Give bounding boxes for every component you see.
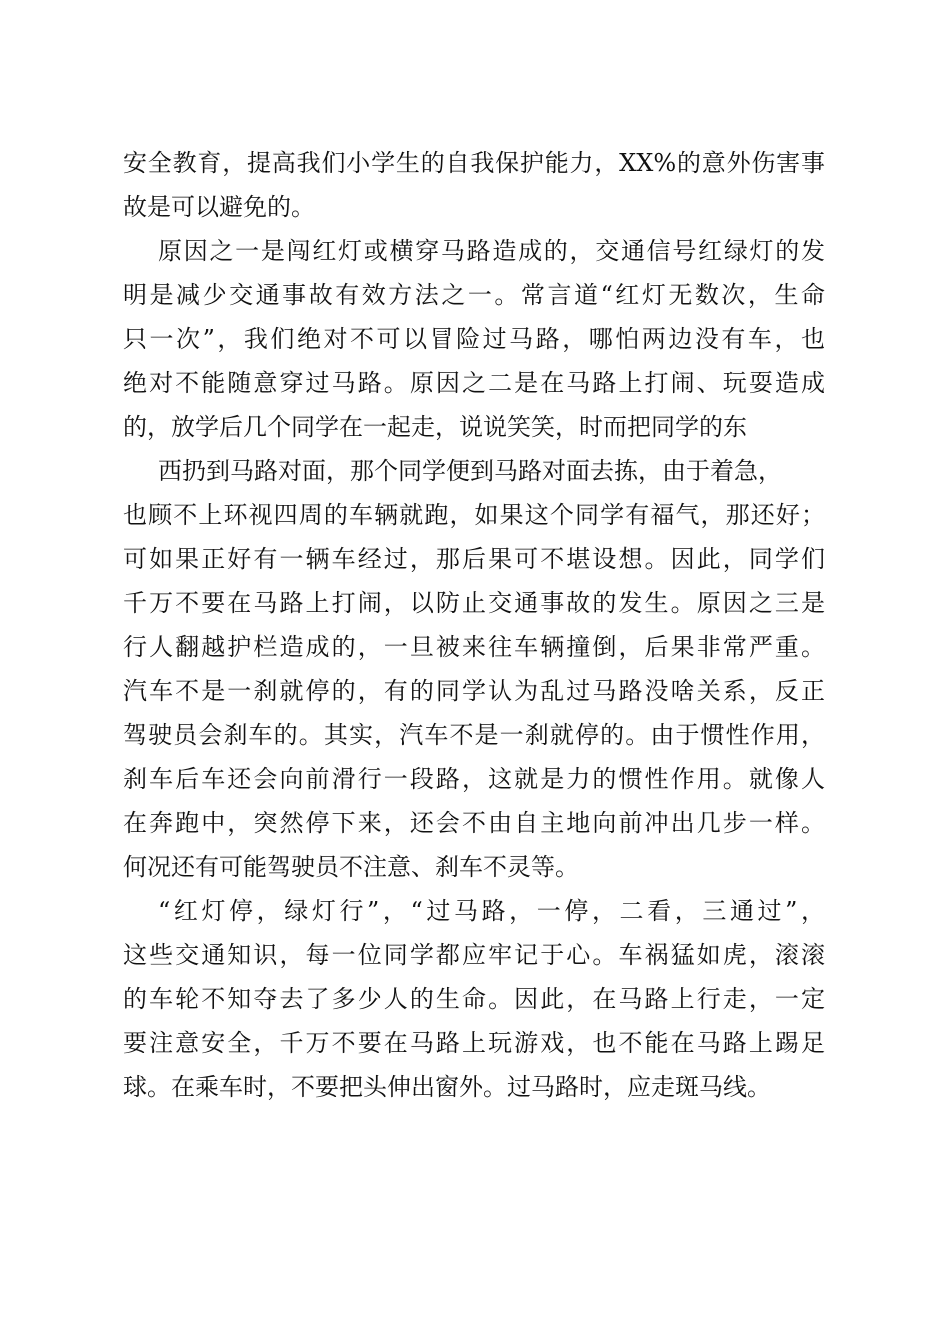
text-line: 西扔到马路对面，那个同学便到马路对面去拣，由于着急， — [158, 457, 782, 485]
text-line: 绝对不能随意穿过马路。原因之二是在马路上打闹、玩耍造成 — [123, 369, 825, 397]
text-line: 何况还有可能驾驶员不注意、刹车不灵等。 — [123, 853, 579, 881]
text-line: 刹车后车还会向前滑行一段路，这就是力的惯性作用。就像人 — [123, 765, 825, 793]
text-line: “红灯停，绿灯行”，“过马路，一停，二看，三通过”， — [158, 897, 825, 925]
text-line: 这些交通知识，每一位同学都应牢记于心。车祸猛如虎，滚滚 — [123, 941, 825, 969]
text-line: 要注意安全，千万不要在马路上玩游戏，也不能在马路上踢足 — [123, 1029, 825, 1057]
document-body — [123, 146, 825, 1114]
text-line: 球。在乘车时，不要把头伸出窗外。过马路时，应走斑马线。 — [123, 1073, 771, 1101]
text-line: 只一次”，我们绝对不可以冒险过马路，哪怕两边没有车，也 — [123, 325, 825, 353]
text-line: 故是可以避免的。 — [123, 193, 315, 221]
text-line: 的，放学后几个同学在一起走，说说笑笑，时而把同学的东 — [123, 413, 747, 441]
text-line: 原因之一是闯红灯或横穿马路造成的，交通信号红绿灯的发 — [158, 237, 825, 265]
text-line: 汽车不是一刹就停的，有的同学认为乱过马路没啥关系，反正 — [123, 677, 825, 705]
text-line: 驾驶员会刹车的。其实，汽车不是一刹就停的。由于惯性作用， — [123, 721, 825, 749]
text-line: 明是减少交通事故有效方法之一。常言道“红灯无数次，生命 — [123, 281, 825, 309]
text-line: 在奔跑中，突然停下来，还会不由自主地向前冲出几步一样。 — [123, 809, 825, 837]
text-line: 可如果正好有一辆车经过，那后果可不堪设想。因此，同学们 — [123, 545, 825, 573]
text-line: 千万不要在马路上打闹，以防止交通事故的发生。原因之三是 — [123, 589, 825, 617]
text-line: 也顾不上环视四周的车辆就跑，如果这个同学有福气，那还好； — [123, 501, 825, 529]
text-line: 安全教育，提高我们小学生的自我保护能力，XX%的意外伤害事 — [123, 149, 825, 177]
text-line: 行人翻越护栏造成的，一旦被来往车辆撞倒，后果非常严重。 — [123, 633, 825, 661]
text-line: 的车轮不知夺去了多少人的生命。因此，在马路上行走，一定 — [123, 985, 825, 1013]
